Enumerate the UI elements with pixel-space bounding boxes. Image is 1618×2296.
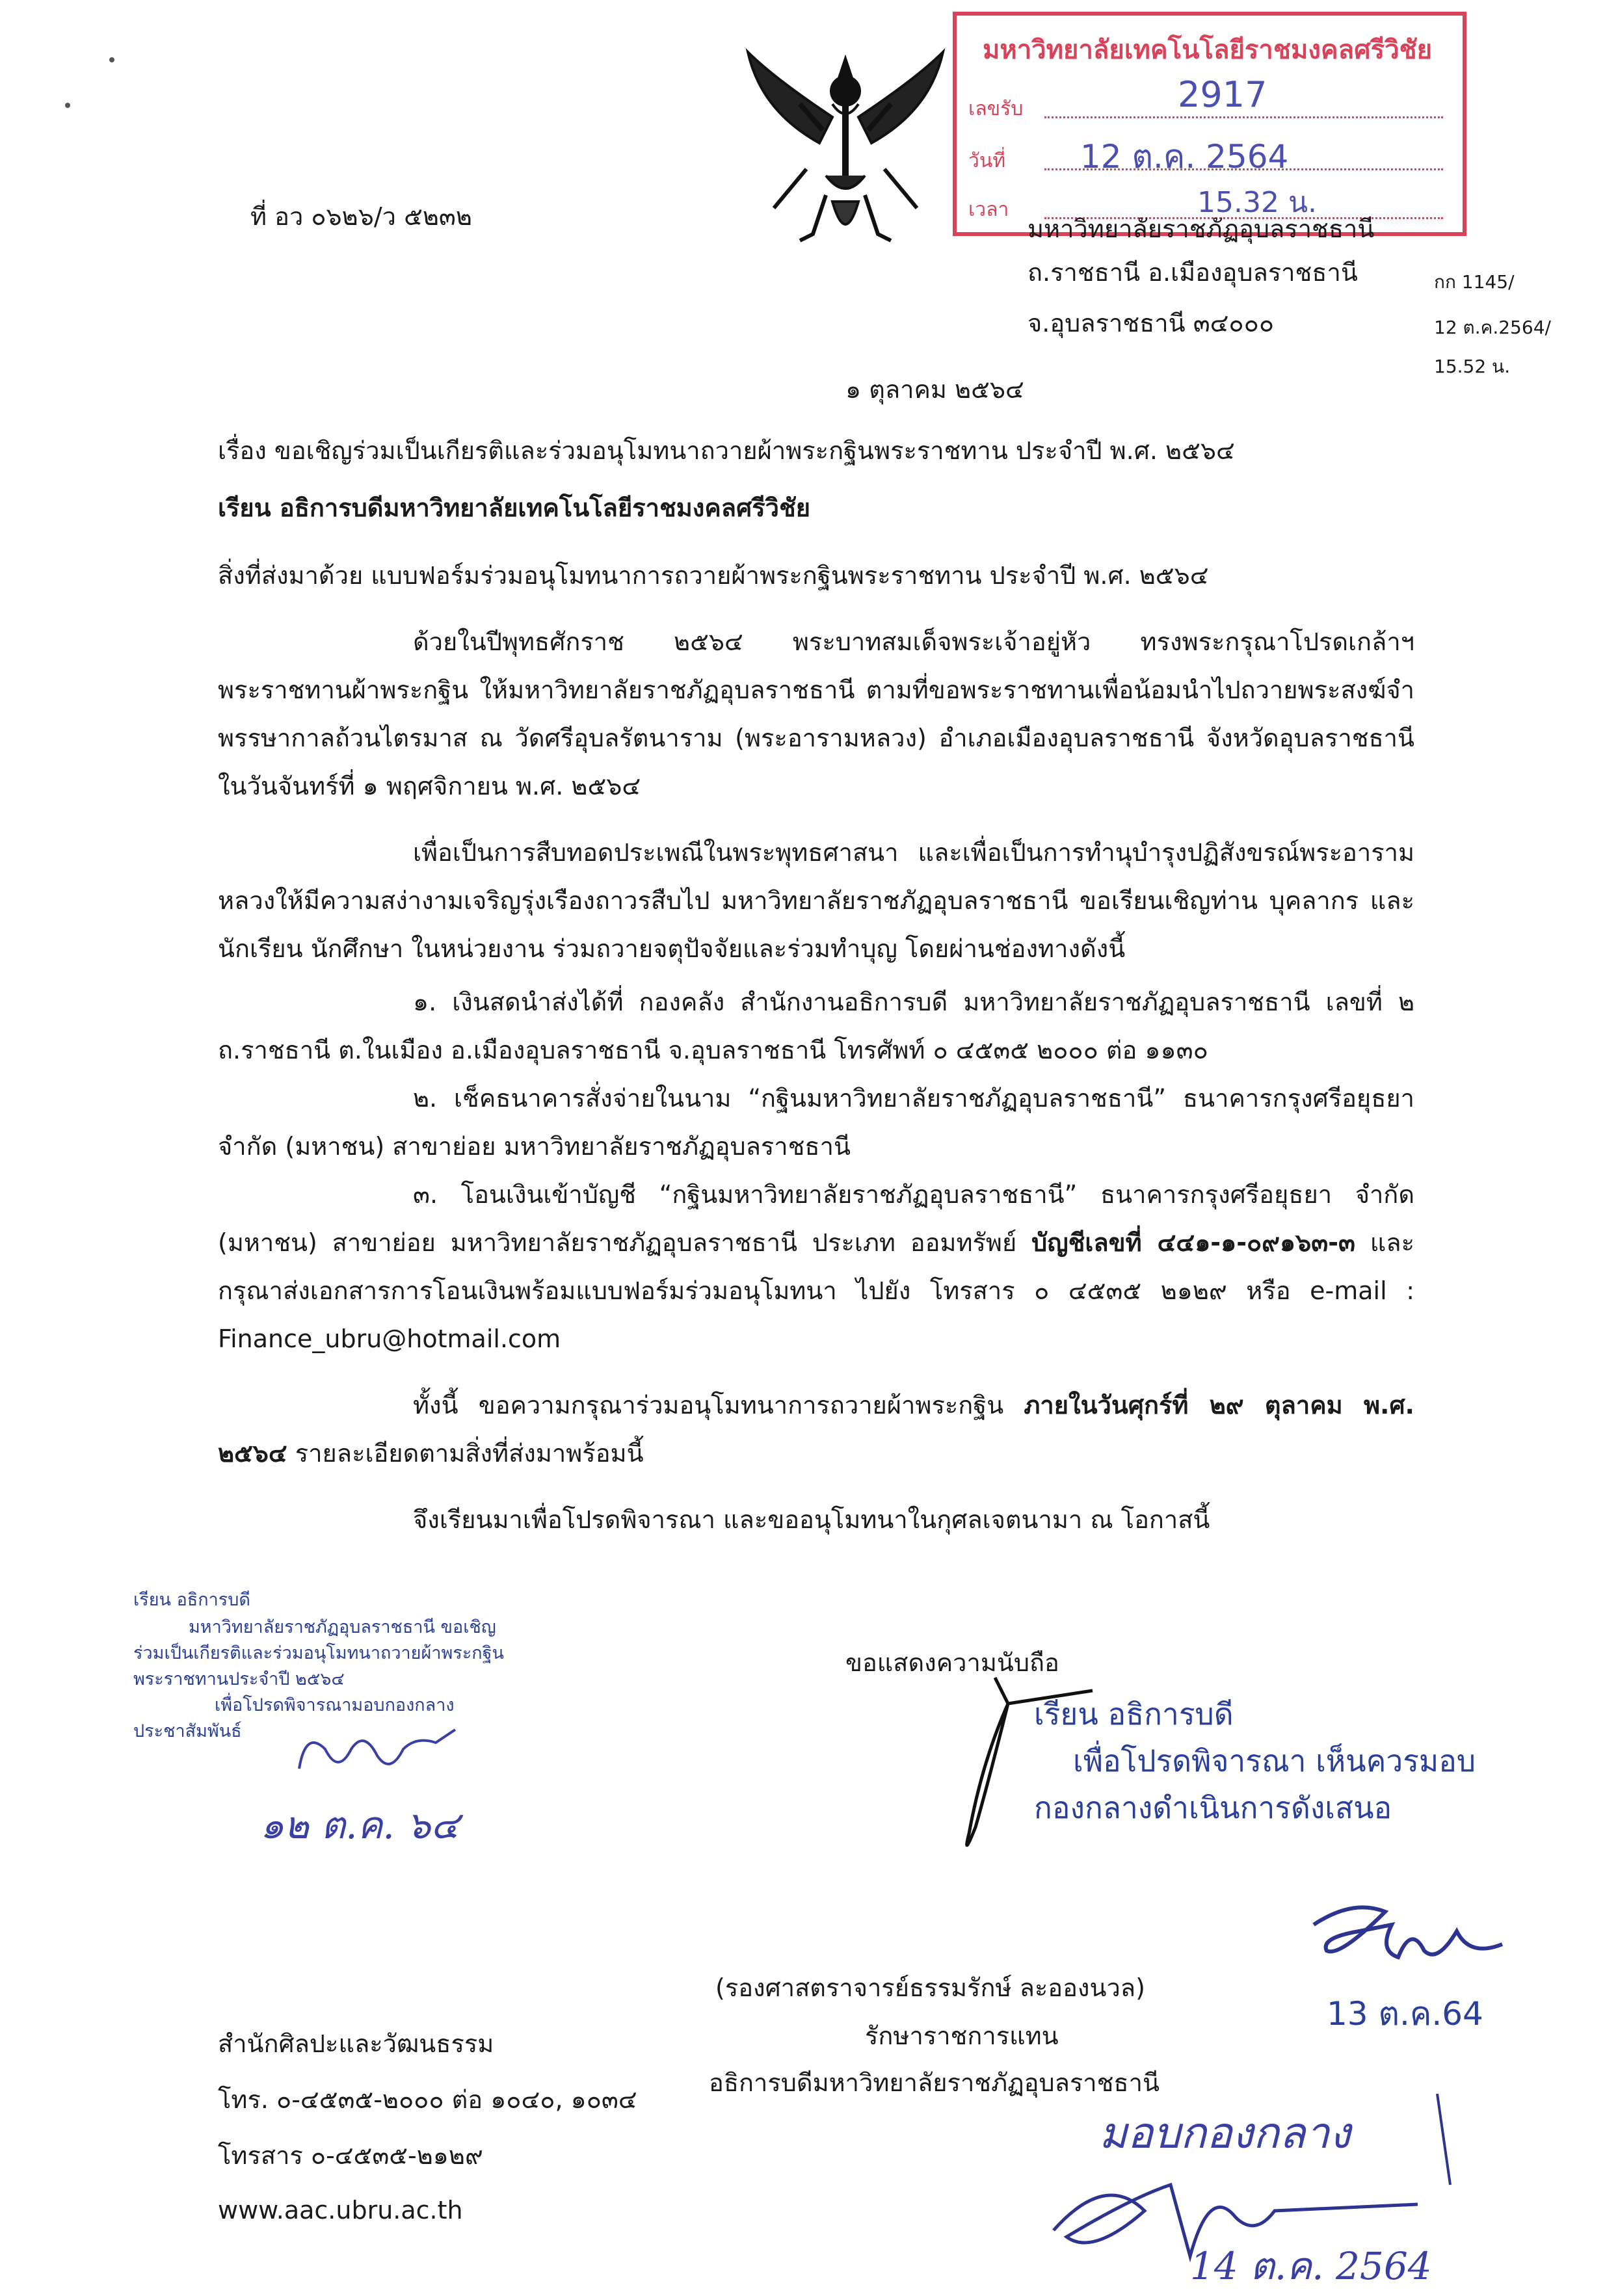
speck — [65, 103, 70, 108]
left-note-date: ๑๒ ต.ค. ๖๔ — [260, 1803, 459, 1847]
bottom-note-date: 14 ต.ค. 2564 — [1190, 2244, 1432, 2288]
account-number: บัญชีเลขที่ ๔๔๑-๑-๐๙๑๖๓-๓ — [1031, 1228, 1355, 1257]
payment-item-1: ๑. เงินสดนำส่งได้ที่ กองคลัง สำนักงานอธิการบดี มหาวิทยาลัยราชภัฏอุบลราชธานี เลขที่ ๒ ถ.ราชธานี ต.ในเมือง อ.เมืองอุบลราชธานี จ.อุบลราชธานี โทรศัพท์ ๐ ๔๕๓๕ ๒๐๐๐ ต่อ ๑๑๓๐ — [218, 988, 1414, 1064]
letter-enclosure: สิ่งที่ส่งมาด้วย แบบฟอร์มร่วมอนุโมทนาการถวายผ้าพระกฐินพระราชทาน ประจำปี พ.ศ. ๒๕๖๔ — [218, 561, 1209, 590]
margin-note-line: 12 ต.ค.2564/ — [1434, 317, 1551, 338]
bottom-note-text: มอบกองกลาง — [1099, 2108, 1351, 2158]
paragraph-2: เพื่อเป็นการสืบทอดประเพณีในพระพุทธศาสนา และเพื่อเป็นการทำนุบำรุงปฏิสังขรณ์พระอารามหลวงให้มีความสง่างามเจริญรุ่งเรืองถาวรสืบไป มหาวิทยาลัยราชภัฏอุบลราชธานี ขอเรียนเชิญท่าน บุคลากร และนักเรียน นักศึกษา ในหน่วยงาน ร่วมถวายจตุปัจจัยและร่วมทำบุญ โดยผ่านช่องทางดังนี้ — [218, 838, 1414, 963]
garuda-emblem-icon — [735, 39, 956, 250]
item-3-text: ๓. โอนเงินเข้าบัญชี “กฐินมหาวิทยาลัยราชภัฏอุบลราชธานี” ธนาคารกรุงศรีอยุธยา จำกัด (มหาชน) สาขาย่อย มหาวิทยาลัยราชภัฏอุบลราชธานี ประเภท ออมทรัพย์ — [218, 1180, 1414, 1257]
reference-number: ที่ อว ๐๖๒๖/ว ๕๒๓๒ — [250, 202, 472, 231]
closing-request: จึงเรียนมาเพื่อโปรดพิจารณา และขออนุโมทนาในกุศลเจตนามา ณ โอกาสนี้ — [413, 1505, 1210, 1534]
stamp-time-value: 15.32 น. — [1197, 186, 1318, 219]
left-note-line: มหาวิทยาลัยราชภัฏอุบลราชธานี ขอเชิญ — [189, 1617, 496, 1637]
right-note-signature-icon — [1301, 1886, 1515, 1983]
stamp-no-label: เลขรับ — [968, 98, 1024, 120]
paragraph-3-text: ทั้งนี้ ขอความกรุณาร่วมอนุโมทนาการถวายผ้าพระกฐิน — [413, 1391, 1024, 1419]
sender-address-line: มหาวิทยาลัยราชภัฏอุบลราชธานี — [1028, 215, 1375, 243]
signatory-name: (รองศาสตราจารย์ธรรมรักษ์ ละอองนวล) — [715, 1973, 1145, 2002]
footer-website: www.aac.ubru.ac.th — [218, 2196, 463, 2224]
letter-date: ๑ ตุลาคม ๒๕๖๔ — [845, 375, 1024, 404]
sender-address-line: ถ.ราชธานี อ.เมืองอุบลราชธานี — [1028, 258, 1358, 287]
stamp-date-value: 12 ต.ค. 2564 — [1080, 138, 1289, 176]
letter-addressee: เรียน อธิการบดีมหาวิทยาลัยเทคโนโลยีราชมงคลศรีวิชัย — [218, 494, 810, 522]
stamp-org: มหาวิทยาลัยเทคโนโลยีราชมงคลศรีวิชัย — [983, 35, 1433, 65]
speck — [109, 57, 114, 62]
right-note-line: เพื่อโปรดพิจารณา เห็นควรมอบ — [1073, 1743, 1476, 1778]
footer-office: สำนักศิลปะและวัฒนธรรม — [218, 2029, 494, 2058]
right-note-line: กองกลางดำเนินการดังเสนอ — [1034, 1790, 1392, 1825]
paragraph-3-text: รายละเอียดตามสิ่งที่ส่งมาพร้อมนี้ — [287, 1439, 644, 1468]
stamp-no-value: 2917 — [1178, 74, 1267, 115]
footer-phone: โทร. ๐-๔๕๓๕-๒๐๐๐ ต่อ ๑๐๔๐, ๑๐๓๔ — [218, 2085, 637, 2114]
complimentary-close: ขอแสดงความนับถือ — [845, 1648, 1059, 1677]
item-3-text: และกรุณาส่งเอกสารการโอนเงินพร้อมแบบฟอร์มร่วมอนุโมทนา ไปยัง โทรสาร ๐ ๔๕๓๕ ๒๑๒๙ หรือ e-mail : Finance_ubru@hotmail.com — [218, 1228, 1414, 1353]
letter-body — [218, 618, 1414, 1544]
left-note-line: ร่วมเป็นเกียรติและร่วมอนุโมทนาถวายผ้าพระกฐิน — [133, 1643, 504, 1663]
left-note-line: เรียน อธิการบดี — [133, 1590, 250, 1610]
bottom-note-slash-icon — [1431, 2091, 1457, 2188]
signatory-role: รักษาราชการแทน — [865, 2022, 1059, 2050]
signatory-title: อธิการบดีมหาวิทยาลัยราชภัฏอุบลราชธานี — [709, 2068, 1160, 2097]
paragraph-3 — [218, 1381, 1414, 1477]
margin-note-line: กก 1145/ — [1434, 271, 1515, 293]
letter-subject: เรื่อง ขอเชิญร่วมเป็นเกียรติและร่วมอนุโมทนาถวายผ้าพระกฐินพระราชทาน ประจำปี พ.ศ. ๒๕๖๔ — [218, 436, 1235, 465]
right-note-date: 13 ต.ค.64 — [1327, 1995, 1483, 2033]
payment-item-3 — [218, 1170, 1414, 1363]
right-note-line: เรียน อธิการบดี — [1034, 1696, 1234, 1732]
left-note-line: เพื่อโปรดพิจารณามอบกองกลาง — [215, 1695, 455, 1715]
stamp-date-label: วันที่ — [968, 150, 1006, 172]
receipt-stamp — [953, 12, 1466, 236]
sender-address-line: จ.อุบลราชธานี ๓๔๐๐๐ — [1028, 309, 1275, 337]
deadline: ภายในวันศุกร์ที่ ๒๙ ตุลาคม พ.ศ. ๒๕๖๔ — [218, 1391, 1414, 1468]
left-note-line: พระราชทานประจำปี ๒๕๖๔ — [133, 1669, 345, 1689]
stamp-line — [1044, 116, 1443, 118]
stamp-time-label: เวลา — [968, 198, 1009, 221]
footer-fax: โทรสาร ๐-๔๕๓๕-๒๑๒๙ — [218, 2141, 483, 2170]
left-note-line: ประชาสัมพันธ์ — [133, 1721, 242, 1741]
margin-note-line: 15.52 น. — [1434, 356, 1511, 377]
payment-item-2: ๒. เช็คธนาคารสั่งจ่ายในนาม “กฐินมหาวิทยาลัยราชภัฏอุบลราชธานี” ธนาคารกรุงศรีอยุธยา จำกัด (มหาชน) สาขาย่อย มหาวิทยาลัยราชภัฏอุบลราชธานี — [218, 1084, 1414, 1161]
left-note-signature-icon — [286, 1723, 462, 1795]
paragraph-1: ด้วยในปีพุทธศักราช ๒๕๖๔ พระบาทสมเด็จพระเจ้าอยู่หัว ทรงพระกรุณาโปรดเกล้าฯ พระราชทานผ้าพระกฐิน ให้มหาวิทยาลัยราชภัฏอุบลราชธานี ตามที่ขอพระราชทานเพื่อน้อมนำไปถวายพระสงฆ์จำพรรษากาลถ้วนไตรมาส ณ วัดศรีอุบลรัตนาราม (พระอารามหลวง) อำเภอเมืองอุบลราชธานี จังหวัดอุบลราชธานี ในวันจันทร์ที่ ๑ พฤศจิกายน พ.ศ. ๒๕๖๔ — [218, 627, 1414, 800]
